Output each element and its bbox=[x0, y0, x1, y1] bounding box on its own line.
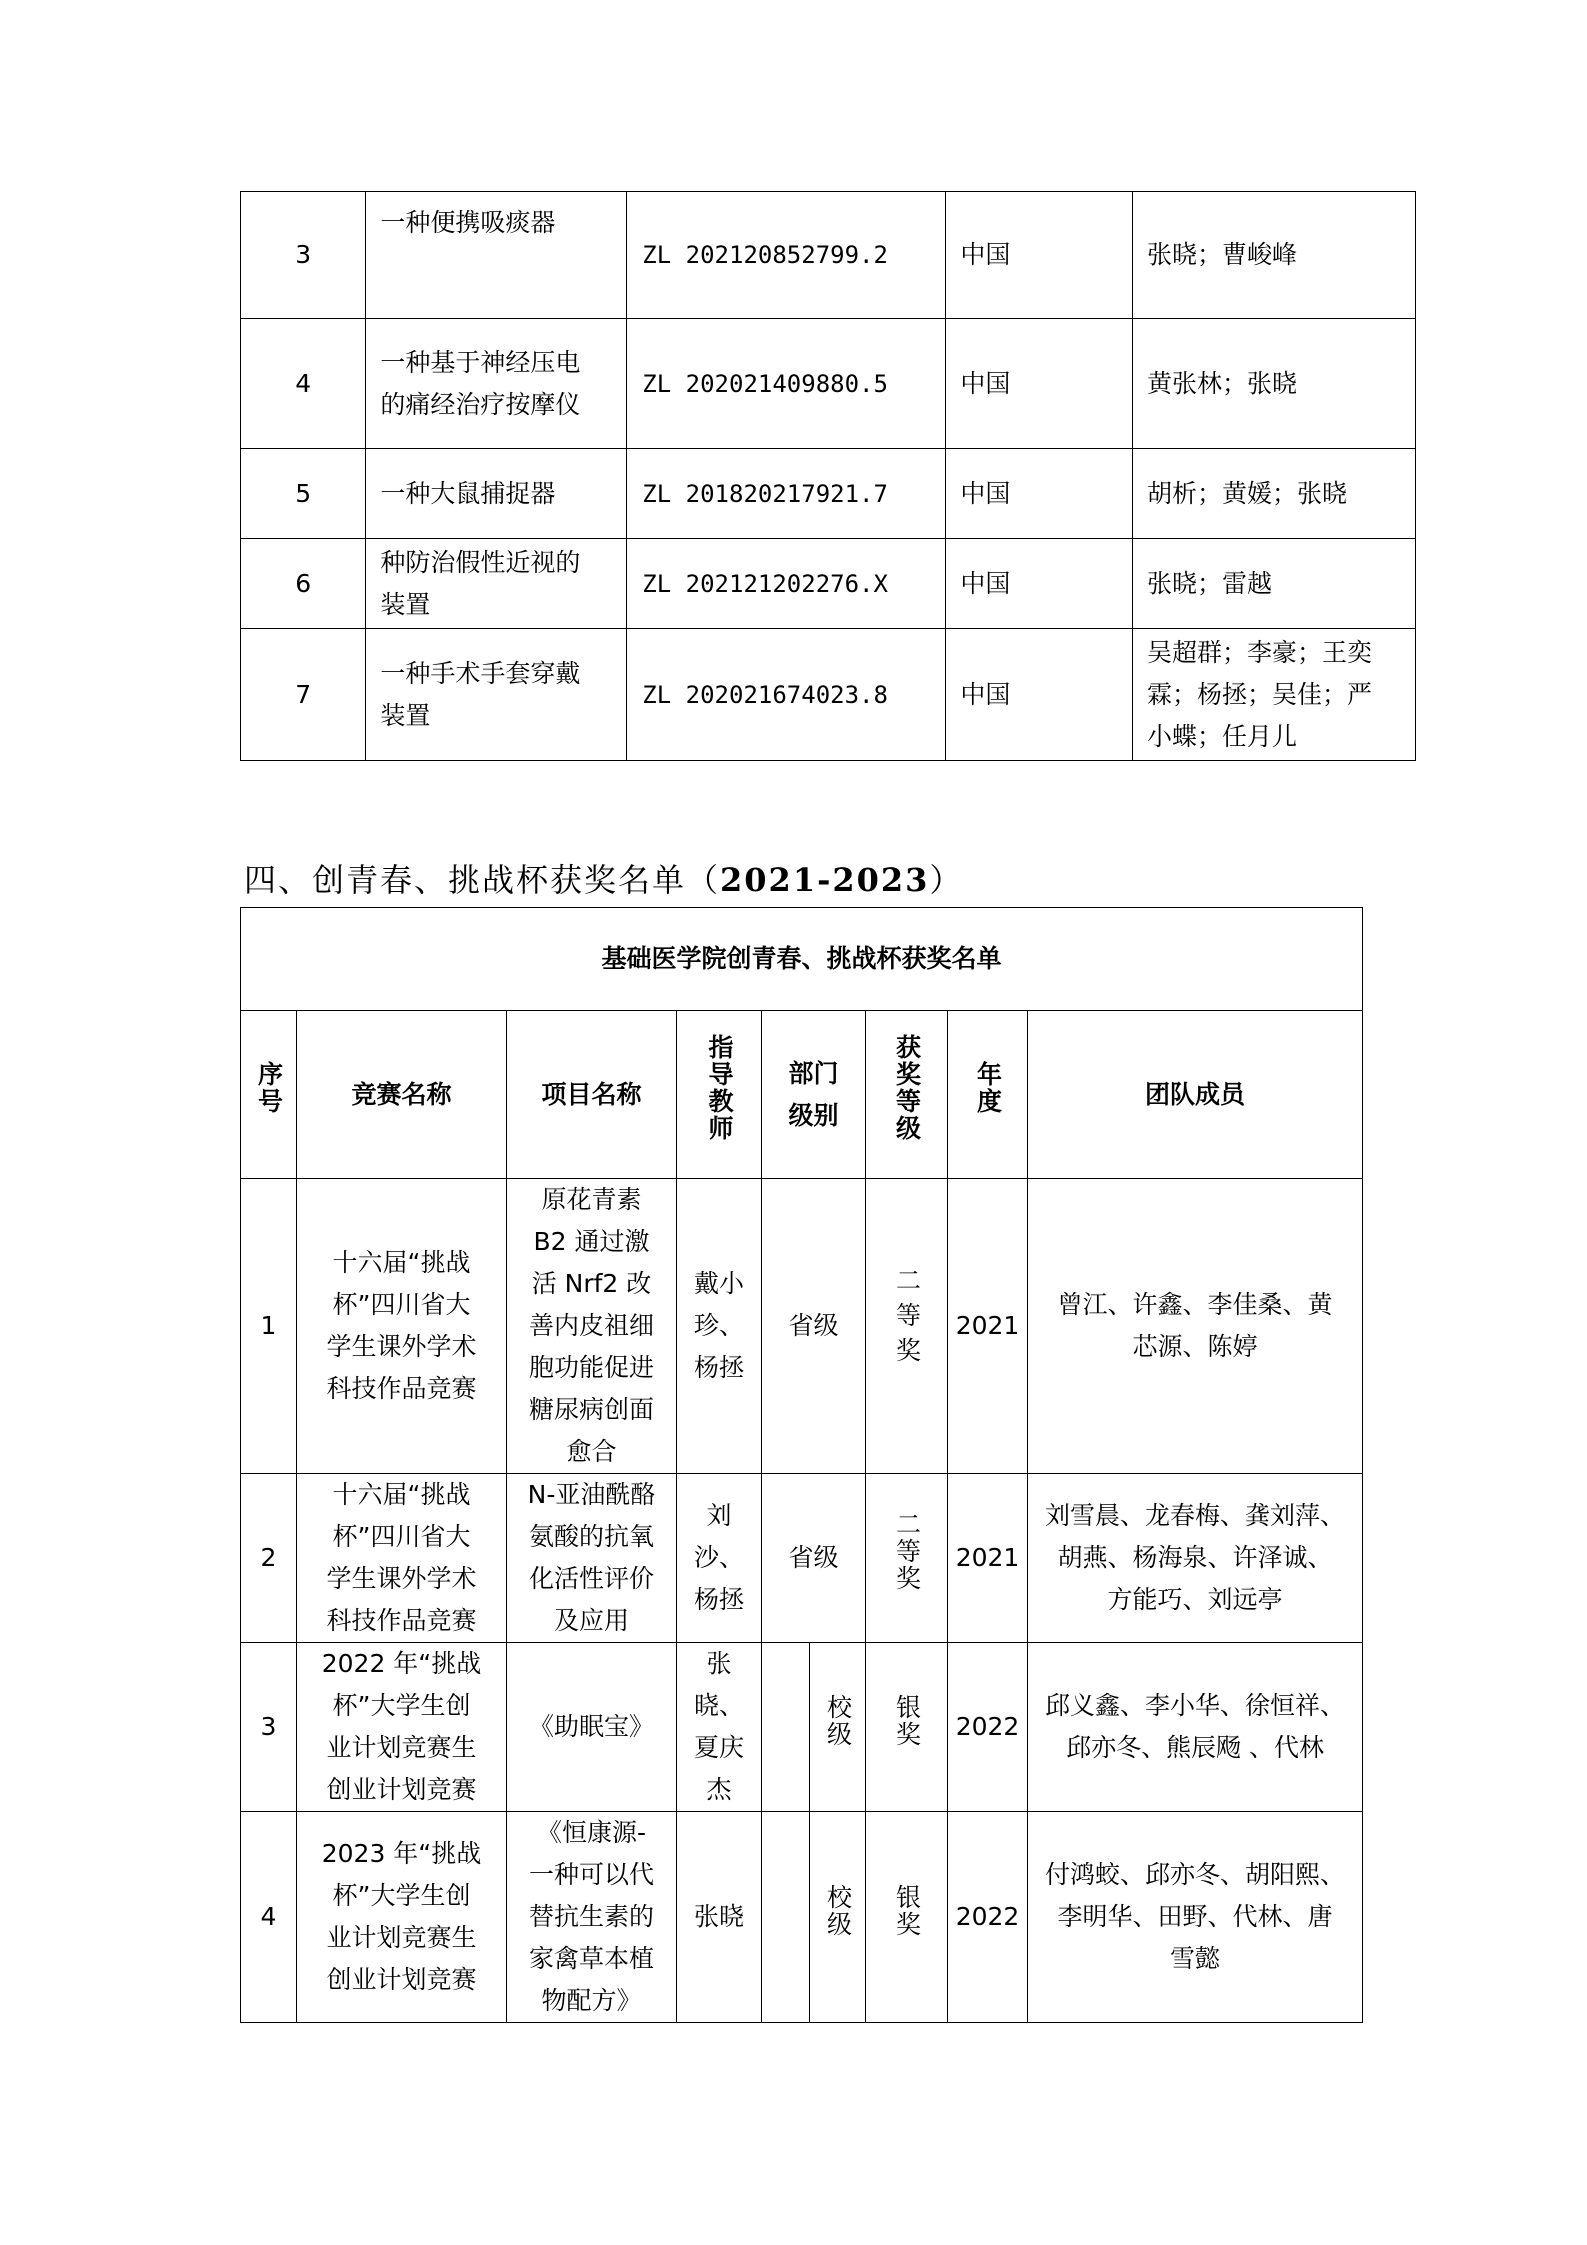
header-award: 获奖等级 bbox=[866, 1011, 948, 1179]
advisor-line: 沙、 bbox=[693, 1543, 744, 1572]
project-line: N-亚油酰酪 bbox=[527, 1480, 656, 1509]
competition-name bbox=[297, 1474, 507, 1643]
advisor-line: 杰 bbox=[706, 1775, 732, 1804]
patent-index: 4 bbox=[241, 319, 366, 449]
team-members bbox=[1028, 1179, 1363, 1474]
award-index: 3 bbox=[241, 1643, 297, 1812]
table-row bbox=[241, 319, 1416, 449]
patent-inventors bbox=[1133, 539, 1416, 629]
table-row bbox=[241, 192, 1416, 319]
award-grade: 二等奖 bbox=[866, 1474, 948, 1643]
section-heading-years: 2021-2023 bbox=[720, 861, 930, 899]
team-members bbox=[1028, 1812, 1363, 2023]
competition-line: 2023 年“挑战 bbox=[321, 1839, 482, 1868]
award-year: 2022 bbox=[948, 1643, 1028, 1812]
award-grade: 二等奖 bbox=[866, 1179, 948, 1474]
advisor-line: 戴小 bbox=[693, 1269, 744, 1298]
patent-inventor-line: 吴超群；李豪；王奕 bbox=[1147, 637, 1373, 667]
project-line: 活 Nrf2 改 bbox=[531, 1269, 652, 1298]
section-heading-prefix: 四、创青春、挑战杯获奖名单（ bbox=[244, 861, 721, 899]
project-line: 《助眠宝》 bbox=[528, 1712, 654, 1741]
project-name bbox=[507, 1643, 677, 1812]
competition-line: 科技作品竞赛 bbox=[326, 1606, 477, 1635]
department-level: 省级 bbox=[762, 1474, 866, 1643]
department-level: 省级 bbox=[762, 1179, 866, 1474]
patent-inventor-line: 黄张林；张晓 bbox=[1147, 368, 1298, 398]
empty-cell bbox=[762, 1643, 810, 1812]
advisor-line: 晓、 bbox=[693, 1691, 744, 1720]
patent-table bbox=[240, 191, 1416, 761]
advisor bbox=[677, 1643, 762, 1812]
patent-inventor-line: 霖；杨拯；吴佳；严 bbox=[1147, 679, 1373, 709]
patent-number: ZL 202021409880.5 bbox=[627, 319, 946, 449]
project-line: 胞功能促进 bbox=[528, 1353, 654, 1382]
table-row bbox=[241, 629, 1416, 761]
patent-index: 7 bbox=[241, 629, 366, 761]
team-members bbox=[1028, 1474, 1363, 1643]
competition-line: 创业计划竞赛 bbox=[326, 1965, 477, 1994]
award-year: 2021 bbox=[948, 1179, 1028, 1474]
member-line: 邱亦冬、熊辰飏 、代林 bbox=[1066, 1733, 1325, 1762]
competition-line: 杯”四川省大 bbox=[332, 1522, 471, 1551]
competition-line: 十六届“挑战 bbox=[332, 1248, 471, 1277]
advisor bbox=[677, 1812, 762, 2023]
member-line: 李明华、田野、代林、唐 bbox=[1057, 1902, 1333, 1931]
patent-name-line: 一种便携吸痰器 bbox=[380, 208, 556, 237]
member-line: 胡燕、杨海泉、许泽诚、 bbox=[1057, 1543, 1333, 1572]
patent-name-line: 装置 bbox=[380, 589, 431, 619]
header-advisor: 指导教师 bbox=[677, 1011, 762, 1179]
project-name bbox=[507, 1474, 677, 1643]
project-line: 善内皮祖细 bbox=[528, 1311, 654, 1340]
project-line: 氨酸的抗氧 bbox=[528, 1522, 654, 1551]
award-index: 2 bbox=[241, 1474, 297, 1643]
table-row bbox=[241, 449, 1416, 539]
project-line: 《恒康源- bbox=[536, 1818, 647, 1847]
header-members: 团队成员 bbox=[1028, 1011, 1363, 1179]
patent-inventors bbox=[1133, 449, 1416, 539]
header-competition: 竞赛名称 bbox=[297, 1011, 507, 1179]
patent-name bbox=[366, 539, 627, 629]
award-grade: 银奖 bbox=[866, 1812, 948, 2023]
patent-name-line: 装置 bbox=[380, 700, 431, 730]
patent-number: ZL 202121202276.X bbox=[627, 539, 946, 629]
competition-name bbox=[297, 1643, 507, 1812]
member-line: 雪懿 bbox=[1170, 1944, 1221, 1973]
header-project: 项目名称 bbox=[507, 1011, 677, 1179]
project-line: 家禽草本植 bbox=[528, 1944, 654, 1973]
patent-country: 中国 bbox=[946, 192, 1133, 319]
patent-inventors bbox=[1133, 192, 1416, 319]
section-heading bbox=[244, 855, 963, 901]
advisor bbox=[677, 1179, 762, 1474]
advisor-line: 珍、 bbox=[693, 1311, 744, 1340]
advisor-line: 夏庆 bbox=[693, 1733, 744, 1762]
competition-line: 学生课外学术 bbox=[326, 1332, 477, 1361]
patent-number: ZL 202120852799.2 bbox=[627, 192, 946, 319]
award-index: 1 bbox=[241, 1179, 297, 1474]
advisor bbox=[677, 1474, 762, 1643]
table-row bbox=[241, 539, 1416, 629]
patent-name-line: 种防治假性近视的 bbox=[380, 547, 581, 577]
table-row bbox=[241, 1179, 1363, 1474]
patent-inventors bbox=[1133, 319, 1416, 449]
patent-index: 6 bbox=[241, 539, 366, 629]
header-row bbox=[241, 1011, 1363, 1179]
patent-country: 中国 bbox=[946, 449, 1133, 539]
patent-index: 5 bbox=[241, 449, 366, 539]
competition-line: 2022 年“挑战 bbox=[321, 1649, 482, 1678]
project-line: 糖尿病创面 bbox=[528, 1395, 654, 1424]
competition-line: 科技作品竞赛 bbox=[326, 1374, 477, 1403]
member-line: 芯源、陈婷 bbox=[1132, 1332, 1258, 1361]
award-index: 4 bbox=[241, 1812, 297, 2023]
table-row bbox=[241, 1643, 1363, 1812]
member-line: 邱义鑫、李小华、徐恒祥、 bbox=[1045, 1691, 1346, 1720]
patent-name-line: 的痛经治疗按摩仪 bbox=[380, 389, 581, 419]
patent-name-line: 一种手术手套穿戴 bbox=[380, 658, 581, 688]
header-index: 序号 bbox=[241, 1011, 297, 1179]
department-level: 校级 bbox=[810, 1643, 866, 1812]
table-row bbox=[241, 1474, 1363, 1643]
member-line: 刘雪晨、龙春梅、龚刘萍、 bbox=[1045, 1501, 1346, 1530]
patent-name-line: 一种大鼠捕捉器 bbox=[380, 478, 556, 508]
header-level: 部门级别 bbox=[762, 1011, 866, 1179]
member-line: 曾江、许鑫、李佳桑、黄 bbox=[1057, 1290, 1333, 1319]
project-line: 愈合 bbox=[566, 1437, 617, 1466]
competition-name bbox=[297, 1179, 507, 1474]
award-year: 2021 bbox=[948, 1474, 1028, 1643]
patent-name bbox=[366, 192, 627, 319]
project-line: 替抗生素的 bbox=[528, 1902, 654, 1931]
patent-name bbox=[366, 629, 627, 761]
advisor-line: 杨拯 bbox=[693, 1585, 744, 1614]
competition-line: 业计划竞赛生 bbox=[326, 1923, 477, 1952]
advisor-line: 刘 bbox=[706, 1501, 732, 1530]
member-line: 付鸿蛟、邱亦冬、胡阳熙、 bbox=[1045, 1860, 1346, 1889]
award-table bbox=[240, 907, 1363, 2023]
advisor-line: 杨拯 bbox=[693, 1353, 744, 1382]
project-name bbox=[507, 1179, 677, 1474]
patent-country: 中国 bbox=[946, 539, 1133, 629]
competition-name bbox=[297, 1812, 507, 2023]
member-line: 方能巧、刘远亭 bbox=[1107, 1585, 1283, 1614]
award-grade: 银奖 bbox=[866, 1643, 948, 1812]
competition-line: 杯”大学生创 bbox=[332, 1691, 471, 1720]
patent-name bbox=[366, 449, 627, 539]
section-heading-suffix: ） bbox=[929, 861, 964, 899]
patent-country: 中国 bbox=[946, 629, 1133, 761]
patent-index: 3 bbox=[241, 192, 366, 319]
table-caption: 基础医学院创青春、挑战杯获奖名单 bbox=[241, 908, 1363, 1011]
advisor-line: 张 bbox=[706, 1649, 732, 1678]
project-line: B2 通过激 bbox=[533, 1227, 650, 1256]
project-name bbox=[507, 1812, 677, 2023]
competition-line: 杯”大学生创 bbox=[332, 1881, 471, 1910]
patent-inventor-line: 张晓；雷越 bbox=[1147, 568, 1273, 598]
advisor-line: 张晓 bbox=[693, 1902, 744, 1931]
competition-line: 杯”四川省大 bbox=[332, 1290, 471, 1319]
patent-name bbox=[366, 319, 627, 449]
project-line: 一种可以代 bbox=[528, 1860, 654, 1889]
header-year: 年度 bbox=[948, 1011, 1028, 1179]
patent-number: ZL 201820217921.7 bbox=[627, 449, 946, 539]
patent-inventors bbox=[1133, 629, 1416, 761]
table-row bbox=[241, 1812, 1363, 2023]
project-line: 及应用 bbox=[553, 1606, 629, 1635]
patent-inventor-line: 胡析；黄媛；张晓 bbox=[1147, 478, 1348, 508]
patent-name-line: 一种基于神经压电 bbox=[380, 347, 581, 377]
patent-inventor-line: 小蝶；任月儿 bbox=[1147, 721, 1298, 751]
patent-country: 中国 bbox=[946, 319, 1133, 449]
competition-line: 学生课外学术 bbox=[326, 1564, 477, 1593]
patent-number: ZL 202021674023.8 bbox=[627, 629, 946, 761]
competition-line: 十六届“挑战 bbox=[332, 1480, 471, 1509]
project-line: 物配方》 bbox=[541, 1986, 642, 2015]
award-year: 2022 bbox=[948, 1812, 1028, 2023]
empty-cell bbox=[762, 1812, 810, 2023]
patent-inventor-line: 张晓；曹峻峰 bbox=[1147, 240, 1298, 269]
competition-line: 创业计划竞赛 bbox=[326, 1775, 477, 1804]
project-line: 原花青素 bbox=[541, 1185, 642, 1214]
team-members bbox=[1028, 1643, 1363, 1812]
department-level: 校级 bbox=[810, 1812, 866, 2023]
competition-line: 业计划竞赛生 bbox=[326, 1733, 477, 1762]
project-line: 化活性评价 bbox=[528, 1564, 654, 1593]
